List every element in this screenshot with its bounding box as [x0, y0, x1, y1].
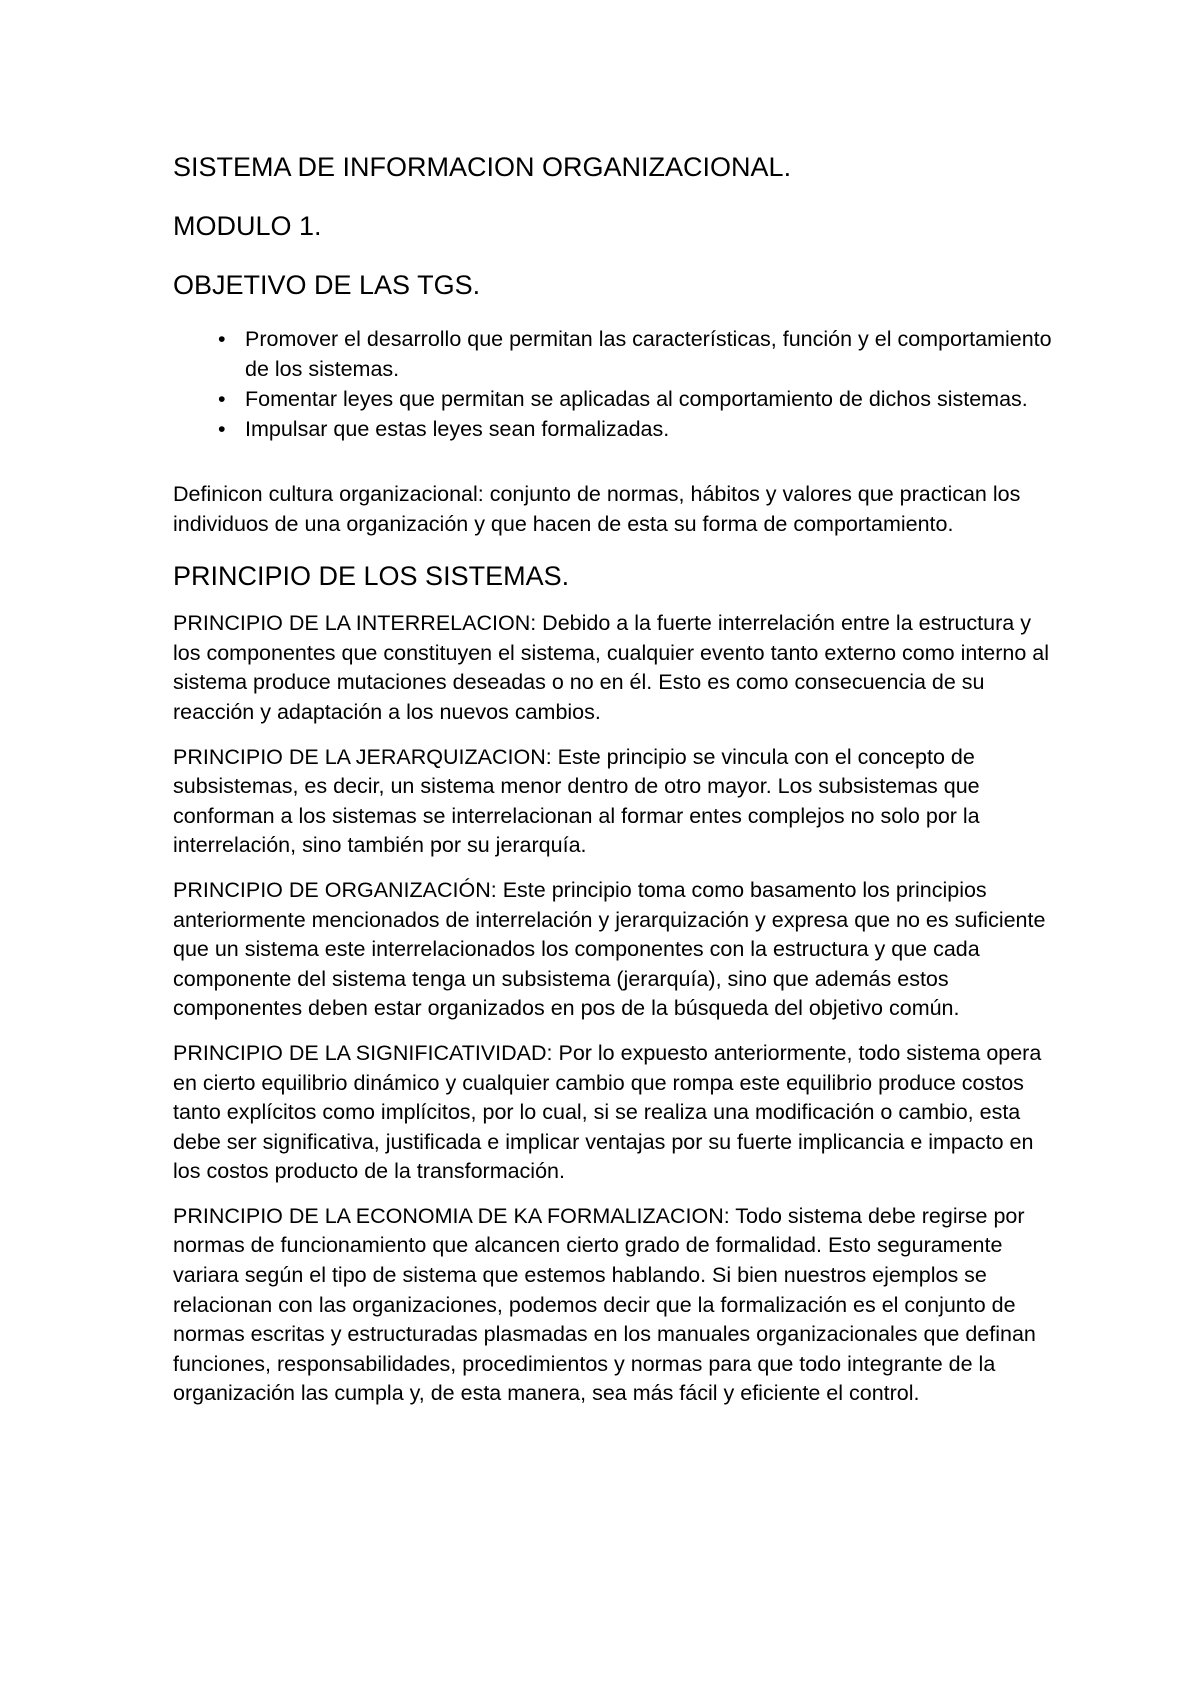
list-item-text: Promover el desarrollo que permitan las características, función y el comportamiento de los sistemas. [245, 327, 1052, 381]
principles-heading: PRINCIPIO DE LOS SISTEMAS. [173, 561, 570, 592]
principle-paragraph: PRINCIPIO DE LA SIGNIFICATIVIDAD: Por lo expuesto anteriormente, todo sistema opera en cierto equilibrio dinámico y cualquier cambio que rompa este equilibrio produce costos tanto explícitos como implícitos, por lo cual, si se realiza una modificación o cambio, esta debe ser significativa, justificada e implicar ventajas por su fuerte implicancia e impacto en los costos producto de la transformación. [173, 1040, 1042, 1184]
principle-paragraph: PRINCIPIO DE LA JERARQUIZACION: Este principio se vincula con el concepto de subsistemas, es decir, un sistema menor dentro de otro mayor. Los subsistemas que conforman a los sistemas se interrelacionan al formar entes complejos no solo por la interrelación, sino también por su jerarquía. [173, 744, 980, 858]
module-heading: MODULO 1. [173, 211, 322, 241]
bullet-icon: • [218, 417, 226, 441]
objective-list [173, 324, 1053, 444]
list-item-text: Impulsar que estas leyes sean formalizadas. [245, 417, 670, 441]
list-item [173, 384, 1053, 414]
principle-paragraph: PRINCIPIO DE ORGANIZACIÓN: Este principio toma como basamento los principios anteriormente mencionados de interrelación y jerarquización y expresa que no es suficiente que un sistema este interrelacionados los componentes con la estructura y que cada componente del sistema tenga un subsistema (jerarquía), sino que además estos componentes deben estar organizados en pos de la búsqueda del objetivo común. [173, 877, 1046, 1021]
document-title: SISTEMA DE INFORMACION ORGANIZACIONAL. [173, 152, 792, 182]
principle-paragraph: PRINCIPIO DE LA INTERRELACION: Debido a la fuerte interrelación entre la estructura y los componentes que constituyen el sistema, cualquier evento tanto externo como interno al sistema produce mutaciones deseadas o no en él. Esto es como consecuencia de su reacción y adaptación a los nuevos cambios. [173, 611, 1050, 724]
list-item [173, 414, 1053, 444]
definition-paragraph: Definicon cultura organizacional: conjunto de normas, hábitos y valores que practican los individuos de una organización y que hacen de esta su forma de comportamiento. [173, 482, 1021, 536]
principle-paragraph: PRINCIPIO DE LA ECONOMIA DE KA FORMALIZACION: Todo sistema debe regirse por normas de funcionamiento que alcancen cierto grado de formalidad. Esto seguramente variara según el tipo de sistema que estemos hablando. Si bien nuestros ejemplos se relacionan con las organizaciones, podemos decir que la formalización es el conjunto de normas escritas y estructuradas plasmadas en los manuales organizacionales que definan funciones, responsabilidades, procedimientos y normas para que todo integrante de la organización las cumpla y, de esta manera, sea más fácil y eficiente el control. [173, 1203, 1036, 1406]
objective-heading: OBJETIVO DE LAS TGS. [173, 270, 481, 300]
bullet-icon: • [218, 327, 226, 351]
list-item-text: Fomentar leyes que permitan se aplicadas al comportamiento de dichos sistemas. [245, 387, 1028, 411]
list-item [173, 324, 1053, 384]
bullet-icon: • [218, 387, 226, 411]
document-body [173, 150, 1053, 1424]
